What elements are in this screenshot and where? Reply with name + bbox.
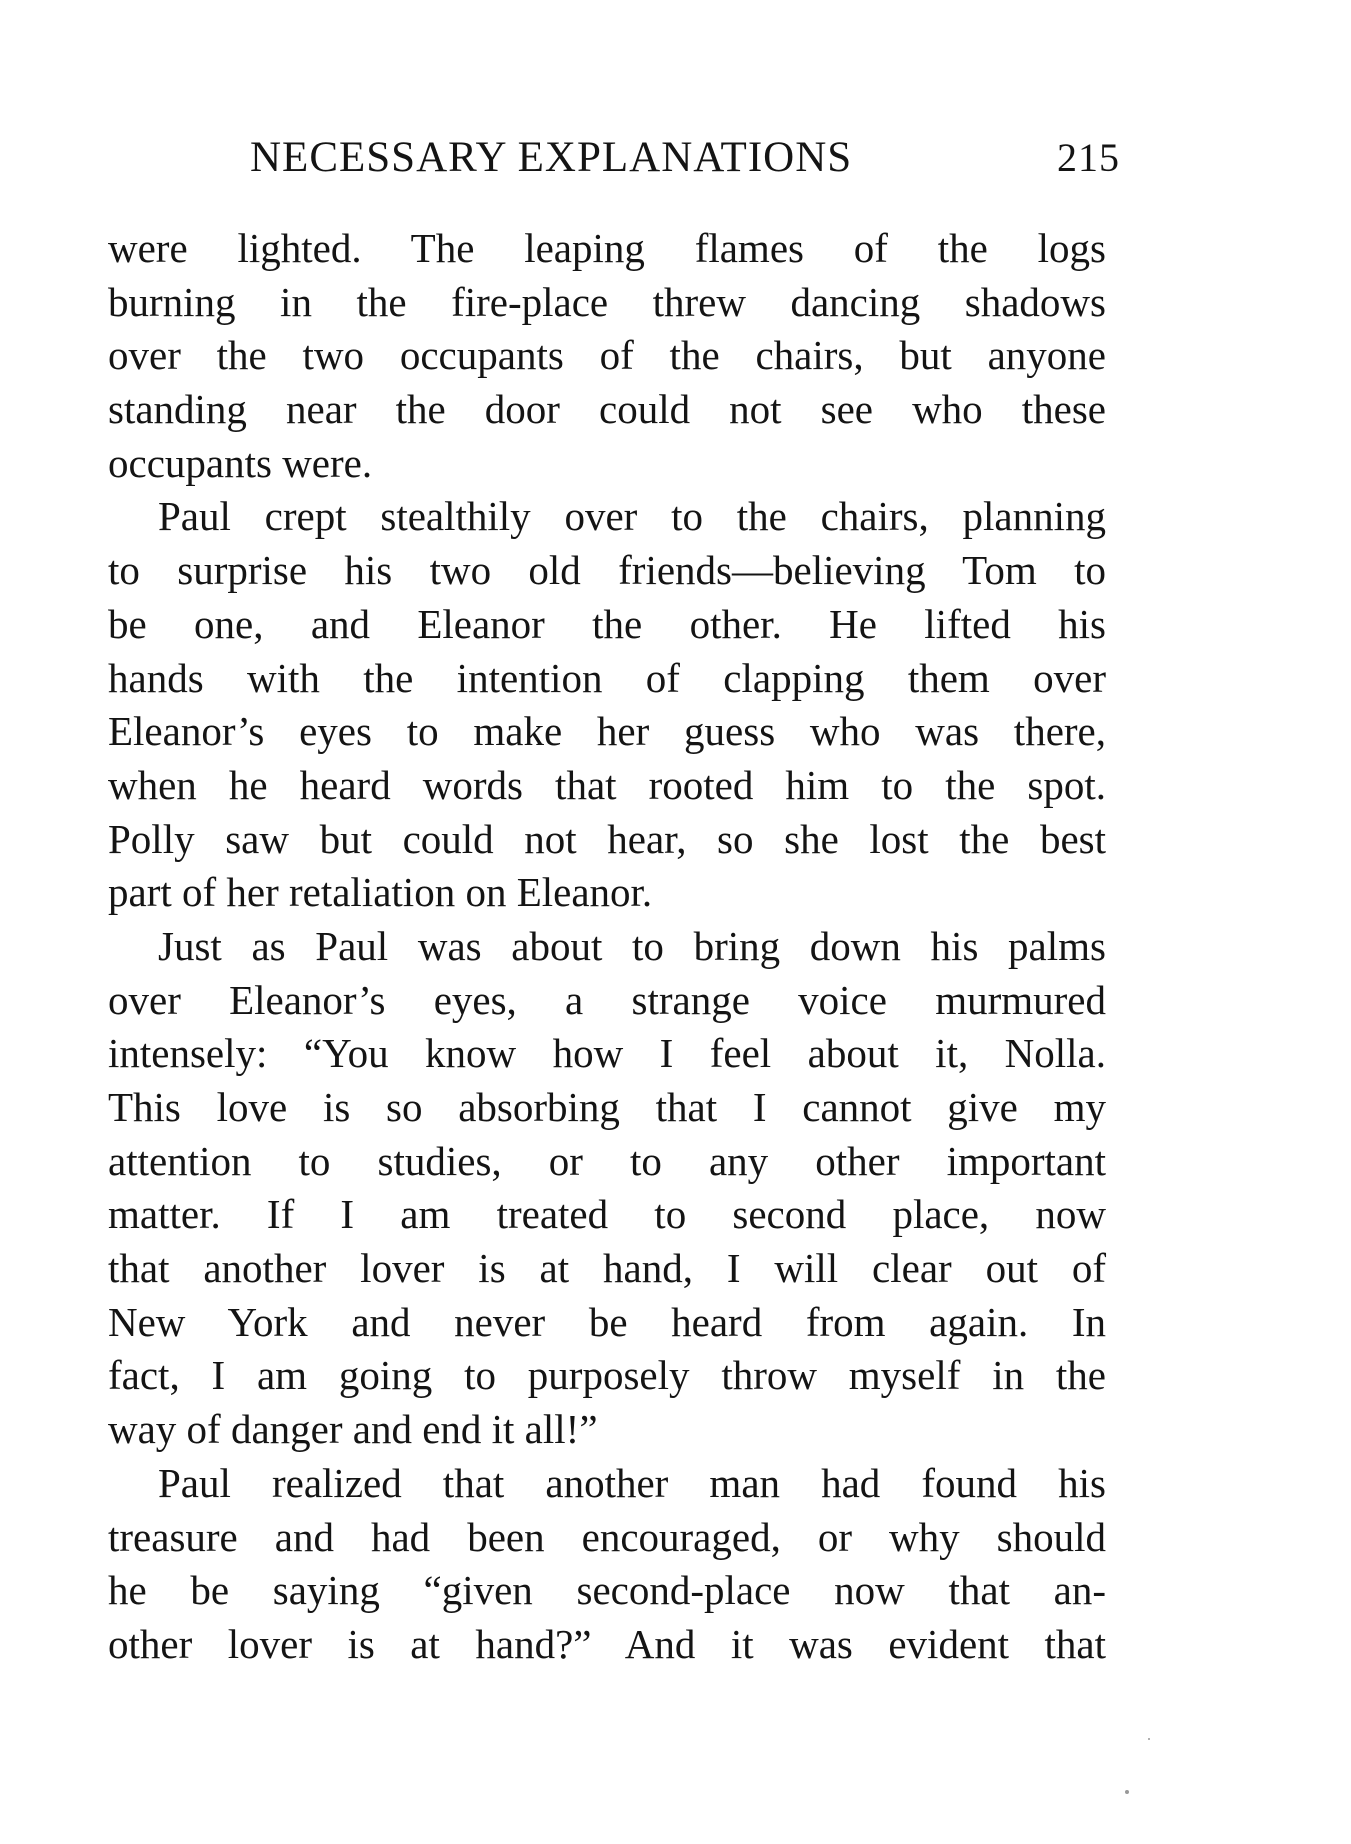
- text-line: part of her retaliation on Eleanor.: [108, 869, 653, 916]
- text-line: This love is so absorbing that I cannot give my: [108, 1084, 1106, 1130]
- text-line: Paul realized that another man had found his: [158, 1459, 1106, 1506]
- text-line: over Eleanor’s eyes, a strange voice murmured: [108, 976, 1106, 1023]
- text-line: that another lover is at hand, I will clear out of: [108, 1245, 1106, 1292]
- text-line: standing near the door could not see who these: [108, 386, 1106, 433]
- text-line: other lover is at hand?” And it was evident that: [108, 1620, 1106, 1667]
- scan-speck: [1125, 1790, 1129, 1794]
- text-line: Polly saw but could not hear, so she lost the best: [108, 815, 1106, 862]
- text-line: Just as Paul was about to bring down his palms: [158, 922, 1106, 969]
- text-line: intensely: “You know how I feel about it, Nolla.: [108, 1030, 1106, 1077]
- text-line: to surprise his two old friends—believing Tom to: [108, 547, 1106, 594]
- text-line: New York and never be heard from again. In: [108, 1298, 1106, 1345]
- text-line: occupants were.: [108, 439, 373, 486]
- text-line: Eleanor’s eyes to make her guess who was there,: [108, 708, 1106, 755]
- text-line: hands with the intention of clapping them over: [108, 654, 1106, 701]
- body-text: [108, 222, 1106, 1672]
- text-line: fact, I am going to purposely throw myself in the: [108, 1352, 1106, 1399]
- text-line: treasure and had been encouraged, or why should: [108, 1513, 1106, 1560]
- text-line: attention to studies, or to any other important: [108, 1137, 1106, 1184]
- text-line: when he heard words that rooted him to the spot.: [108, 761, 1106, 808]
- text-line: he be saying “given second-place now that an-: [108, 1567, 1106, 1614]
- text-line: be one, and Eleanor the other. He lifted his: [108, 600, 1106, 647]
- chapter-title: NECESSARY EXPLANATIONS: [250, 134, 853, 181]
- running-head: [250, 128, 1120, 188]
- text-line: Paul crept stealthily over to the chairs, planning: [158, 493, 1106, 540]
- text-line: were lighted. The leaping flames of the logs: [108, 225, 1106, 271]
- text-line: burning in the fire-place threw dancing shadows: [108, 278, 1106, 325]
- text-line: matter. If I am treated to second place, now: [108, 1191, 1106, 1238]
- text-line: over the two occupants of the chairs, but anyone: [108, 332, 1106, 379]
- page-number: 215: [1057, 135, 1120, 180]
- scan-speck: [1148, 1738, 1150, 1740]
- text-line: way of danger and end it all!”: [108, 1406, 598, 1453]
